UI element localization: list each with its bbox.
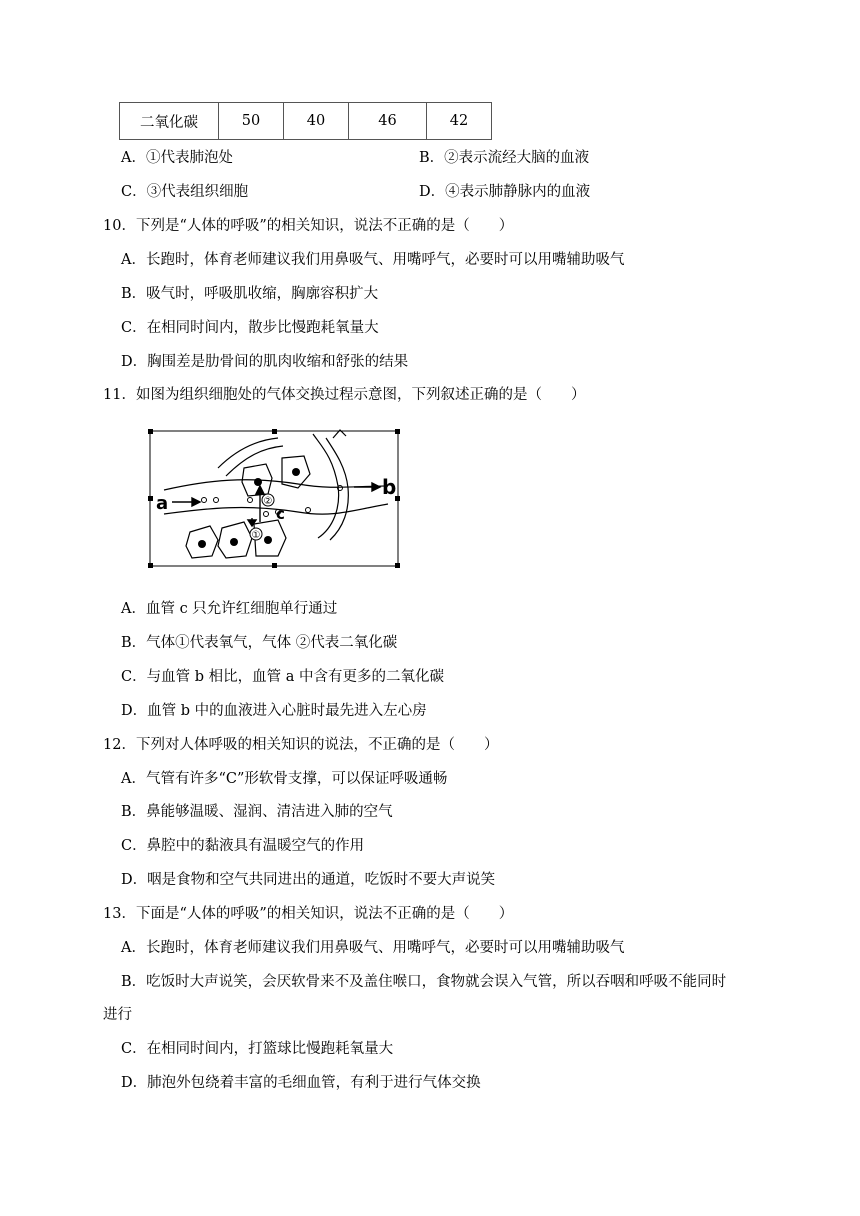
q9-option-a: A．①代表肺泡处	[121, 150, 233, 166]
q10-option-b: B．吸气时，呼吸肌收缩，胸廓容积扩大	[121, 286, 379, 302]
q12-option-d: D．咽是食物和空气共同进出的通道，吃饭时不要大声说笑	[121, 872, 496, 888]
table-cell: 42	[427, 103, 492, 140]
q10-option-c: C．在相同时间内，散步比慢跑耗氧量大	[121, 320, 379, 336]
q9-option-c: C．③代表组织细胞	[121, 184, 249, 200]
q10-stem: 10．下列是“人体的呼吸”的相关知识，说法不正确的是（ ）	[103, 218, 514, 234]
q10-option-a: A．长跑时，体育老师建议我们用鼻吸气、用嘴呼气，必要时可以用嘴辅助吸气	[121, 252, 625, 268]
table-row	[120, 103, 492, 140]
q9-option-b: B．②表示流经大脑的血液	[419, 150, 590, 166]
q13-option-a: A．长跑时，体育老师建议我们用鼻吸气、用嘴呼气，必要时可以用嘴辅助吸气	[121, 940, 625, 956]
figure-label-two: ②	[263, 496, 273, 507]
q11-option-d: D．血管 b 中的血液进入心脏时最先进入左心房	[121, 703, 427, 719]
q13-option-b: B．吃饭时大声说笑，会厌软骨来不及盖住喉口，食物就会误入气管，所以吞咽和呼吸不能同时	[121, 974, 727, 990]
q12-option-b: B．鼻能够温暖、湿润、清洁进入肺的空气	[121, 804, 393, 820]
q9-option-d: D．④表示肺静脉内的血液	[419, 184, 591, 200]
figure-label-a: a	[156, 493, 169, 514]
table-row-label: 二氧化碳	[120, 103, 219, 140]
q11-option-a: A．血管 c 只允许红细胞单行通过	[121, 601, 338, 617]
data-table	[119, 102, 492, 140]
q11-stem: 11．如图为组织细胞处的气体交换过程示意图，下列叙述正确的是（ ）	[103, 387, 586, 403]
figure-label-one: ①	[251, 530, 261, 541]
q11-option-b: B．气体①代表氧气，气体 ②代表二氧化碳	[121, 635, 398, 651]
q13-option-d: D．肺泡外包绕着丰富的毛细血管，有利于进行气体交换	[121, 1075, 481, 1091]
q13-option-c: C．在相同时间内，打篮球比慢跑耗氧量大	[121, 1041, 394, 1057]
table-cell: 46	[349, 103, 427, 140]
table-cell: 40	[284, 103, 349, 140]
figure-label-b: b	[382, 475, 397, 499]
q12-option-a: A．气管有许多“C”形软骨支撑，可以保证呼吸通畅	[121, 771, 448, 787]
q11-option-c: C．与血管 b 相比，血管 a 中含有更多的二氧化碳	[121, 669, 444, 685]
q13-option-b-continued: 进行	[103, 1007, 132, 1023]
figure-label-c: c	[276, 505, 285, 523]
q10-option-d: D．胸围差是肋骨间的肌肉收缩和舒张的结果	[121, 354, 409, 370]
table-cell: 50	[219, 103, 284, 140]
gas-exchange-figure	[148, 428, 400, 568]
q13-stem: 13．下面是“人体的呼吸”的相关知识，说法不正确的是（ ）	[103, 906, 514, 922]
q12-option-c: C．鼻腔中的黏液具有温暖空气的作用	[121, 838, 365, 854]
q12-stem: 12．下列对人体呼吸的相关知识的说法，不正确的是（ ）	[103, 737, 499, 753]
